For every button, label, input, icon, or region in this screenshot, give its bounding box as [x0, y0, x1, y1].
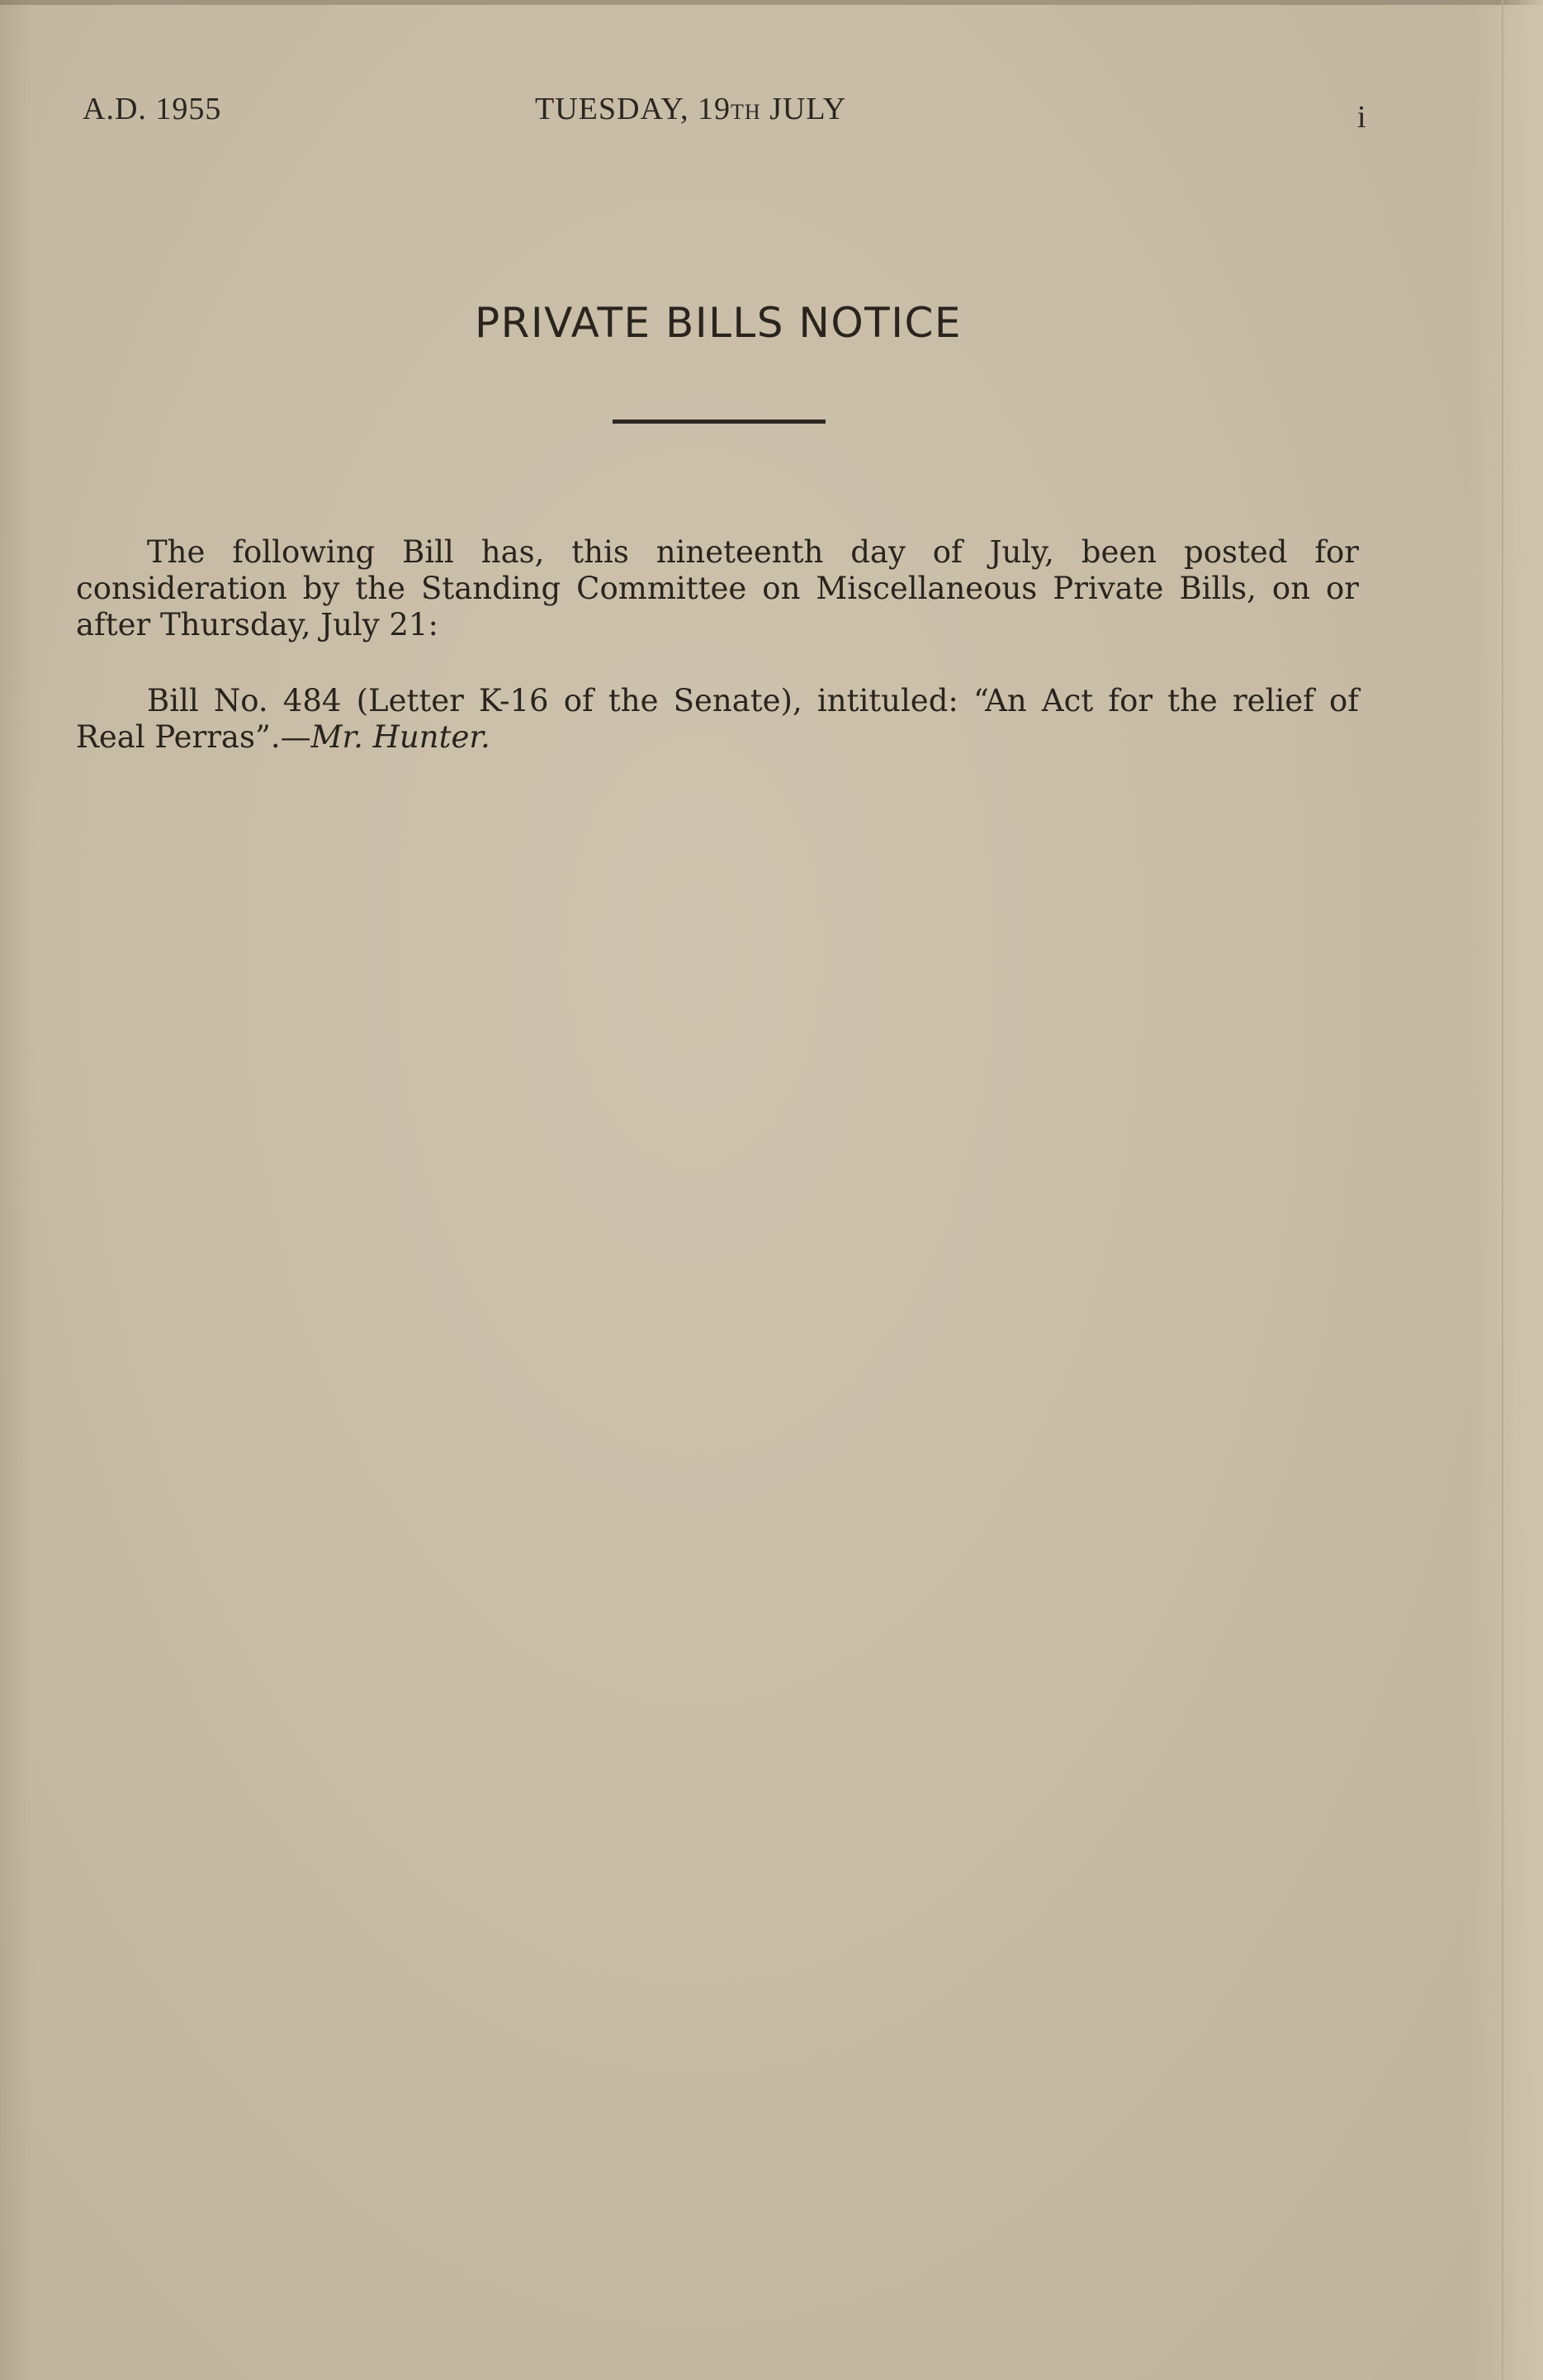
- page-right-edge: [1502, 0, 1543, 2380]
- page-top-edge: [0, 0, 1543, 5]
- running-header: [83, 91, 1370, 140]
- page-title: PRIVATE BILLS NOTICE: [475, 299, 962, 347]
- header-page-numeral: i: [1357, 100, 1367, 135]
- bill-sponsor: Mr. Hunter.: [310, 719, 490, 755]
- bill-paragraph: [76, 683, 1359, 756]
- notice-paragraph: The following Bill has, this nineteenth day of July, been posted for consideration by the Standing Committee on Miscellaneous Private Bills, on or after Thursday, July 21:: [76, 534, 1359, 642]
- header-date: [535, 91, 846, 127]
- title-divider: [613, 420, 826, 424]
- header-date-month: JULY: [760, 92, 847, 126]
- header-year: A.D. 1955: [83, 92, 222, 126]
- header-date-ordinal: TH: [730, 100, 761, 124]
- bill-text: Bill No. 484 (Letter K-16 of the Senate), intituled: “An Act for the relief of Real Perras”.—: [76, 683, 1359, 755]
- header-date-day: TUESDAY, 19: [535, 92, 731, 126]
